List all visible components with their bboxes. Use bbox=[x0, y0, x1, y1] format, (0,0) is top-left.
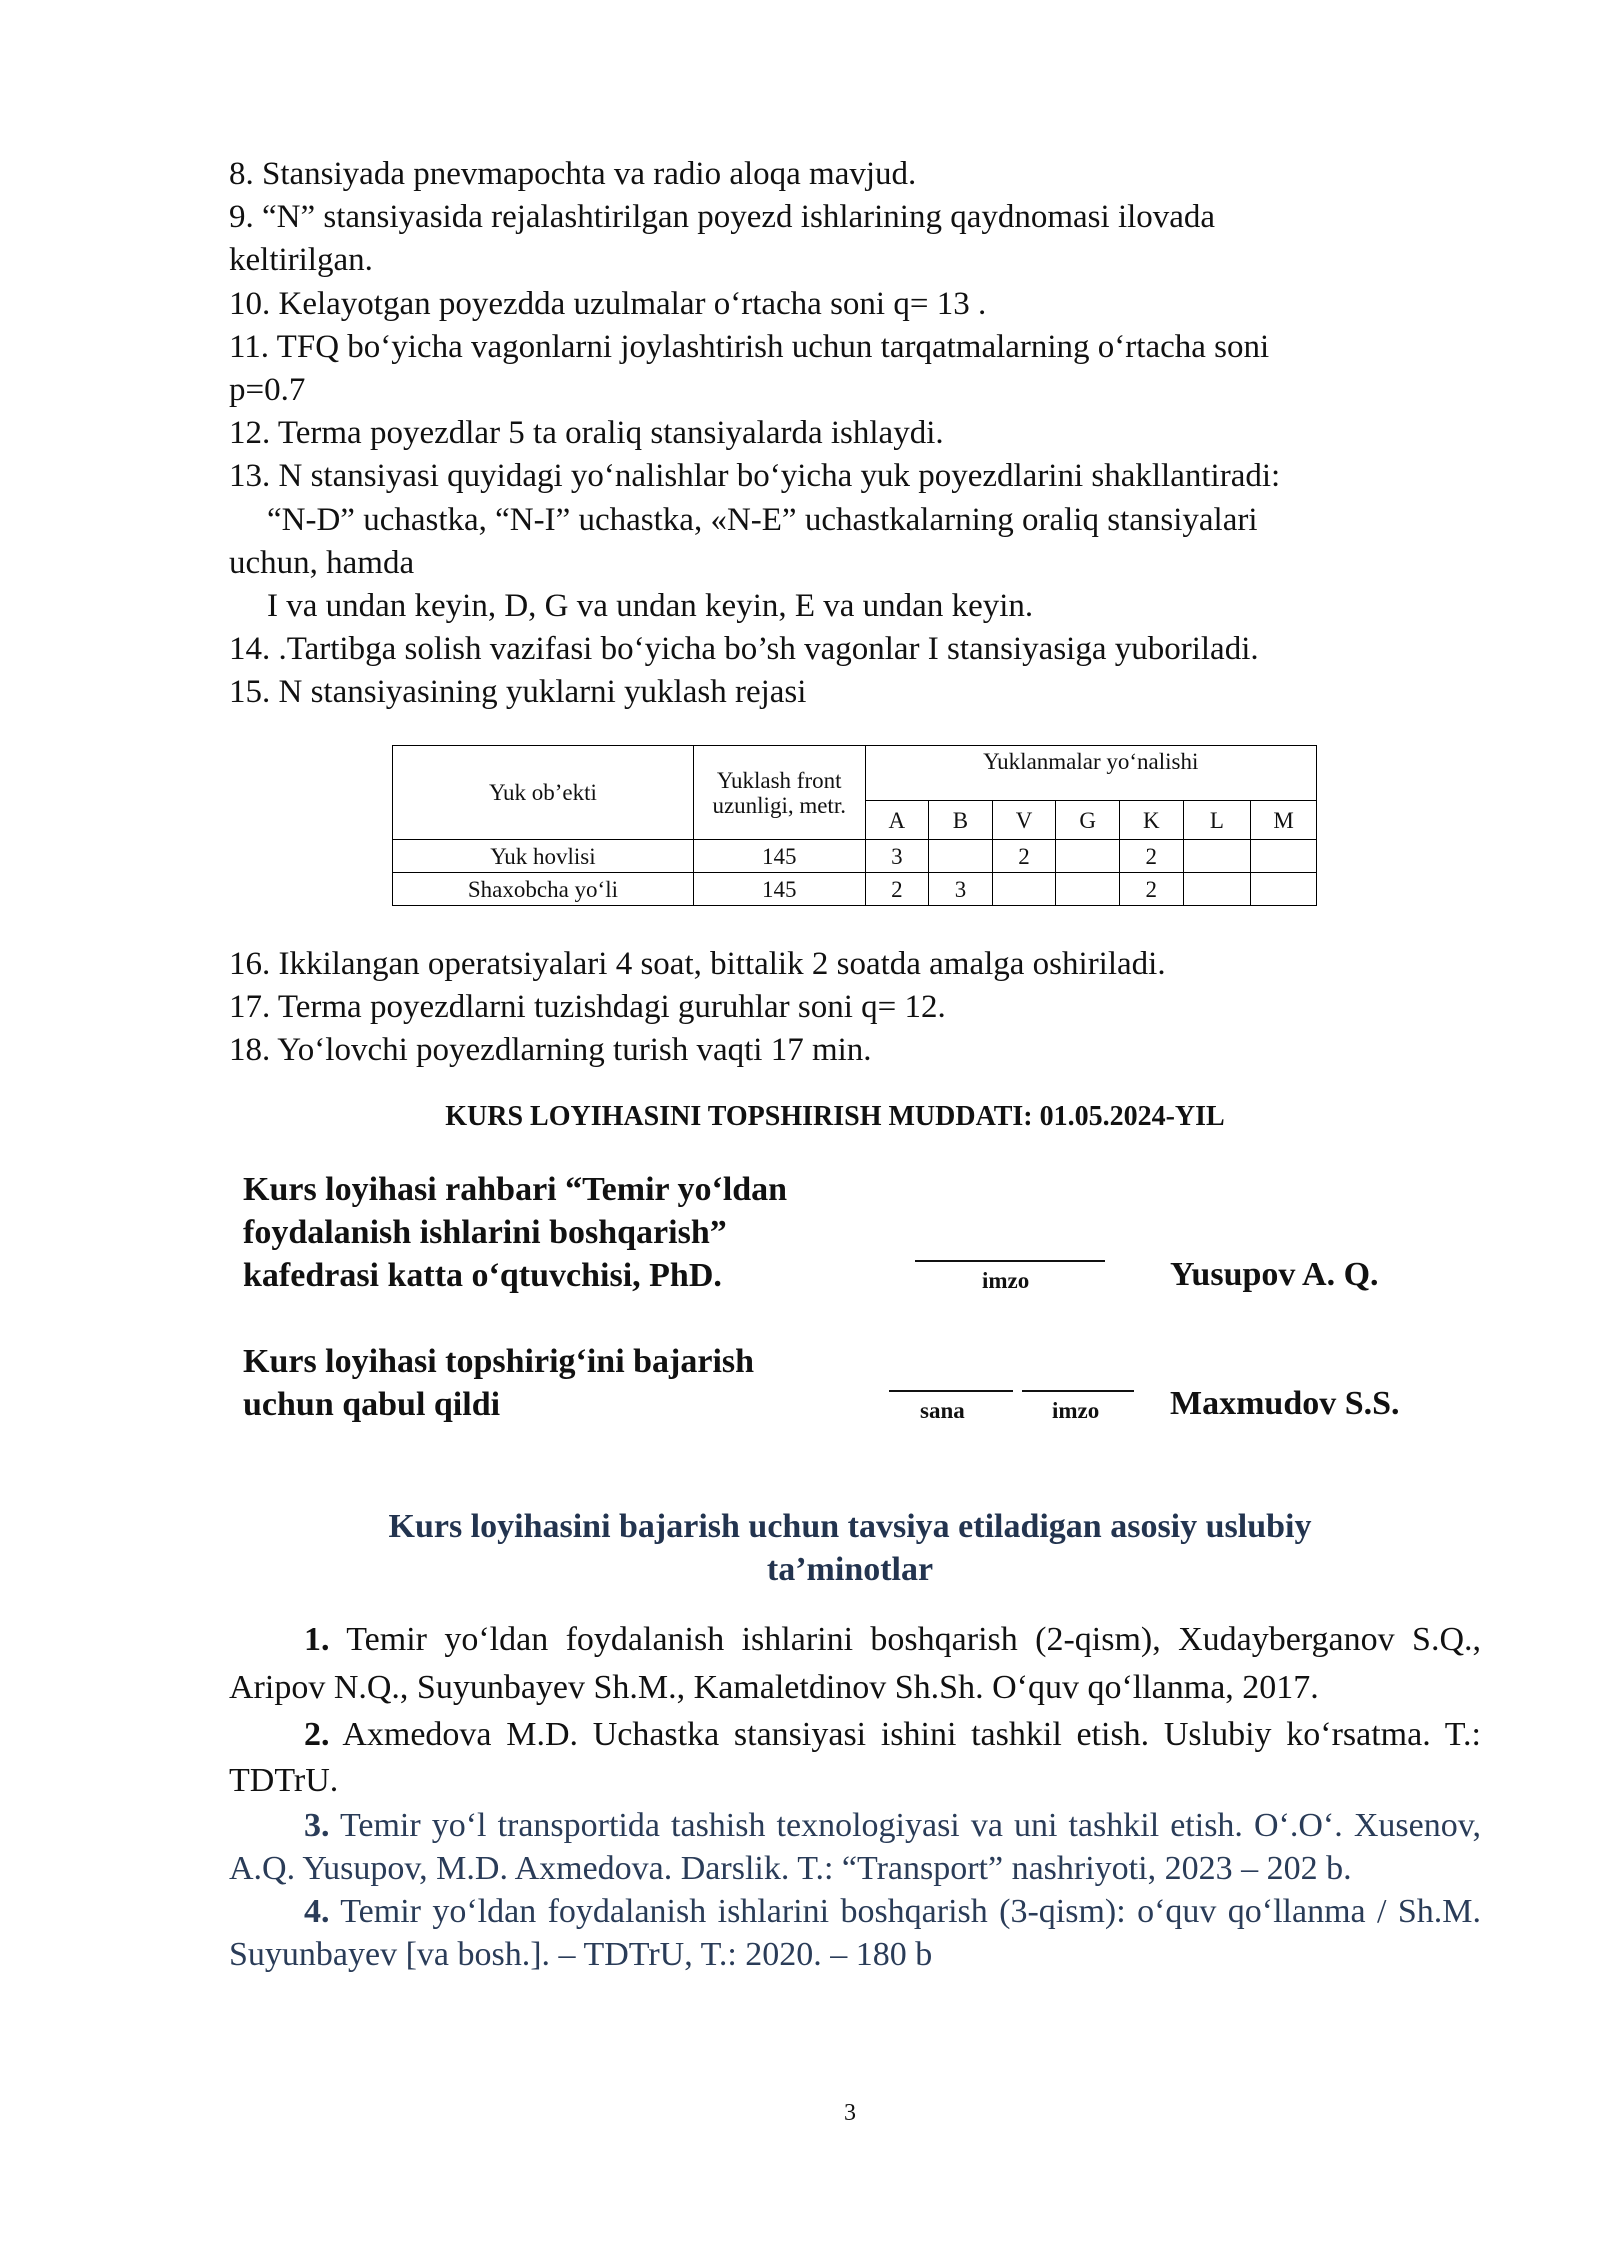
signature-caption: imzo bbox=[1052, 1398, 1100, 1423]
cell-value bbox=[992, 873, 1056, 906]
header-direction: G bbox=[1056, 801, 1120, 840]
signature-line bbox=[1022, 1390, 1134, 1392]
header-direction: B bbox=[929, 801, 993, 840]
submission-deadline: KURS LOYIHASINI TOPSHIRISH MUDDATI: 01.05.2024-YIL bbox=[445, 1101, 1225, 1132]
header-direction: L bbox=[1183, 801, 1251, 840]
list-item: “N-D” uchastka, “N-I” uchastka, «N-E” uchastkalarning oraliq stansiyalari bbox=[267, 501, 1258, 538]
header-direction: V bbox=[992, 801, 1056, 840]
conditions-list-a bbox=[229, 153, 1489, 715]
supervisor-title: Kurs loyihasi rahbari “Temir yo‘ldan foydalanish ishlarini boshqarish” kafedrasi katta o‘qtuvchisi, PhD. bbox=[243, 1171, 788, 1294]
cell-value bbox=[1056, 873, 1120, 906]
list-item: 17. Terma poyezdlarni tuzishdagi guruhlar soni q= 12. bbox=[229, 989, 946, 1026]
cell-front: 145 bbox=[693, 840, 865, 873]
reference-item: 4. Temir yo‘ldan foydalanish ishlarini boshqarish (3-qism): o‘quv qo‘llanma / Sh.M. Suyunbayev [va bosh.]. – TDTrU, T.: 2020. – 180 b bbox=[229, 1893, 1481, 1973]
signature-caption: imzo bbox=[982, 1268, 1030, 1293]
list-item: uchun, hamda bbox=[229, 544, 415, 581]
student-name: Maxmudov S.S. bbox=[1170, 1385, 1400, 1422]
list-item: 18. Yo‘lovchi poyezdlarning turish vaqti 17 min. bbox=[229, 1032, 872, 1069]
cell-value bbox=[1251, 873, 1317, 906]
cell-object: Yuk hovlisi bbox=[393, 840, 694, 873]
cell-value bbox=[1183, 873, 1251, 906]
student-title: Kurs loyihasi topshirig‘ini bajarish uchun qabul qildi bbox=[243, 1343, 755, 1423]
cell-front: 145 bbox=[693, 873, 865, 906]
list-item: p=0.7 bbox=[229, 372, 306, 409]
list-item: I va undan keyin, D, G va undan keyin, E va undan keyin. bbox=[267, 588, 1034, 625]
table-row bbox=[393, 840, 1317, 873]
cell-value: 2 bbox=[1119, 873, 1183, 906]
list-item: 15. N stansiyasining yuklarni yuklash rejasi bbox=[229, 674, 807, 711]
cell-value: 3 bbox=[865, 840, 929, 873]
cell-value bbox=[1183, 840, 1251, 873]
table-row bbox=[393, 873, 1317, 906]
list-item: 10. Kelayotgan poyezdda uzulmalar o‘rtacha soni q= 13 . bbox=[229, 285, 987, 322]
list-item: 9. “N” stansiyasida rejalashtirilgan poyezd ishlarining qaydnomasi ilovada bbox=[229, 199, 1216, 236]
cell-value bbox=[929, 840, 993, 873]
list-item: 16. Ikkilangan operatsiyalari 4 soat, bittalik 2 soatda amalga oshiriladi. bbox=[229, 946, 1166, 982]
date-caption: sana bbox=[920, 1398, 965, 1423]
section-title: Kurs loyihasini bajarish uchun tavsiya etiladigan asosiy uslubiy ta’minotlar bbox=[388, 1508, 1312, 1588]
header-directions: Yuklanmalar yo‘nalishi bbox=[865, 746, 1316, 801]
loading-plan-table bbox=[392, 745, 1317, 906]
cell-value: 2 bbox=[992, 840, 1056, 873]
list-item: keltirilgan. bbox=[229, 242, 373, 279]
header-object: Yuk ob’ekti bbox=[393, 746, 694, 840]
header-direction: K bbox=[1119, 801, 1183, 840]
cell-object: Shaxobcha yo‘li bbox=[393, 873, 694, 906]
conditions-list-b bbox=[229, 943, 1489, 1073]
header-direction: A bbox=[865, 801, 929, 840]
header-direction: M bbox=[1251, 801, 1317, 840]
cell-value: 3 bbox=[929, 873, 993, 906]
cell-value: 2 bbox=[1119, 840, 1183, 873]
cell-value bbox=[1056, 840, 1120, 873]
list-item: 11. TFQ bo‘yicha vagonlarni joylashtirish uchun tarqatmalarning o‘rtacha soni bbox=[229, 328, 1270, 365]
list-item: 13. N stansiyasi quyidagi yo‘nalishlar bo‘yicha yuk poyezdlarini shakllantiradi: bbox=[229, 458, 1281, 495]
cell-value: 2 bbox=[865, 873, 929, 906]
list-item: 8. Stansiyada pnevmapochta va radio aloqa mavjud. bbox=[229, 156, 917, 192]
supervisor-name: Yusupov A. Q. bbox=[1170, 1256, 1379, 1293]
signature-line bbox=[915, 1260, 1105, 1262]
date-line bbox=[889, 1390, 1013, 1392]
list-item: 12. Terma poyezdlar 5 ta oraliq stansiyalarda ishlaydi. bbox=[229, 415, 944, 452]
list-item: 14. .Tartibga solish vazifasi bo‘yicha bo’sh vagonlar I stansiyasiga yuboriladi. bbox=[229, 631, 1259, 668]
references-list bbox=[229, 1616, 1481, 1976]
reference-item: 3. Temir yo‘l transportida tashish texnologiyasi va uni tashkil etish. O‘.O‘. Xusenov, A.Q. Yusupov, M.D. Axmedova. Darslik. T.: “Transport” nashriyoti, 2023 – 202 b. bbox=[229, 1807, 1481, 1887]
reference-item: 1. Temir yo‘ldan foydalanish ishlarini boshqarish (2-qism), Xudayberganov S.Q., Aripov N.Q., Suyunbayev Sh.M., Kamaletdinov Sh.Sh. O‘quv qo‘llanma, 2017. bbox=[229, 1621, 1481, 1706]
cell-value bbox=[1251, 840, 1317, 873]
page-number: 3 bbox=[844, 2100, 856, 2126]
header-front: Yuklash front uzunligi, metr. bbox=[693, 746, 865, 840]
reference-item: 2. Axmedova M.D. Uchastka stansiyasi ishini tashkil etish. Uslubiy ko‘rsatma. T.: TDTrU. bbox=[229, 1716, 1481, 1799]
